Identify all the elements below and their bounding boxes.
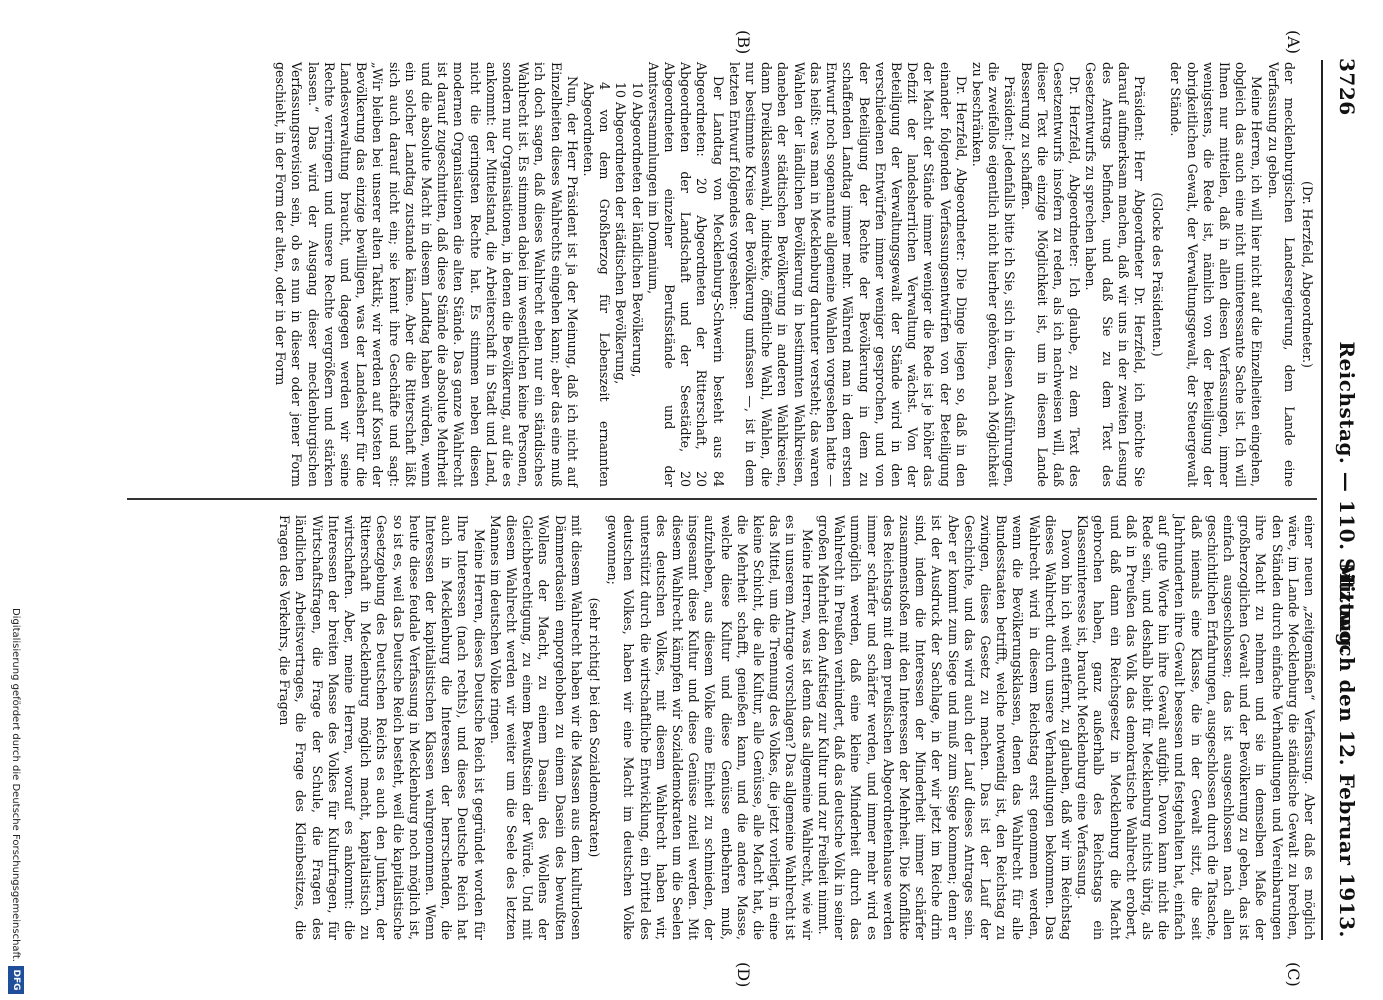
- left-column: [272, 62, 1317, 487]
- paragraph: Dr. Herzfeld, Abgeordneter: Die Dinge liegen so, daß in den einander folgenden Verfassungsentwürfen von der Beteiligung der Macht der Stände immer weniger die Rede ist je höher das Defizit der landesherrlichen Verwaltung wächst. Von der Beteiligung der Verwaltungsgewalt der Stände wird in den verschiedenen Entwürfen immer weniger gesprochen, und von der Beteiligung der Rechte der Bevölkerung in dem zu schaffenden Landtag immer mehr. Während man in dem ersten Entwurf noch sogenannte allgemeine Wahlen vorgesehen hatte — das heißt: was man in Mecklenburg darunter versteht; das waren Wahlen der ländlichen Bevölkerung in bestimmten Wahlkreisen, daneben der städtischen Bevölkerung in anderen Wahlkreisen, dann Dreiklassenwahl, indirekte, öffentliche Wahl, Wahlen, die nur bestimmte Kreise der Bevölkerung umfassen —, ist in dem letzten Entwurf folgendes vorgesehen:: [726, 62, 969, 487]
- paragraph: der mecklenburgischen Landesregierung, dem Lande eine Verfassung zu geben.: [1265, 62, 1297, 487]
- paragraph: Präsident: Herr Abgeordneter Dr. Herzfeld, ich möchte Sie darauf aufmerksam machen, daß wir uns in der zweiten Lesung des Antrags befinden, und daß Sie zu dem Text des Gesetzentwurfs zu sprechen haben.: [1083, 62, 1147, 487]
- paragraph: Meine Herren, dieses Deutsche Reich ist gegründet worden für Ihre Interessen (nach rechts), und dieses Deutsche Reich hat auch in Mecklenburg die Interessen der herrschenden, die Interessen der kapitalistischen Klassen wahrgenommen. Wenn heute diese feudale Verfassung in Mecklenburg noch möglich ist, so ist es, weil das Deutsche Reich besteht, weil die kapitalistische Gesetzgebung des Deutschen Reichs es auch den Junkern, der Ritterschaft in Mecklenburg möglich macht, kapitalistisch zu wirtschaften. Aber, meine Herren, worauf es ankommt: die Interessen der breiten Masse des Volkes für Kulturfragen, für Wirtschaftsfragen, die Frage der Schule, die Fragen des ländlichen Arbeitsvertrages, die Frage des Kleinbesitzes, die Fragen des Verkehrs, die Fragen: [277, 515, 487, 940]
- list-item: 10 Abgeordneten der städtischen Bevölkerung,: [613, 82, 629, 385]
- paragraph: Nun, der Herr Präsident ist ja der Meinung, daß ich nicht auf Einzelheiten dieses Wahlrechts eingehen kann; aber das eine muß ich doch sagen, daß dieses Wahlrecht eben nur ein ständisches Wahlrecht ist. Es stimmen dabei im wesentlichen keine Personen, sondern nur Organisationen, in denen die Bevölkerung, auf die es ankommt: der Mittelstand, die Arbeiterschaft in Stadt und Land, nicht die geringsten Rechte hat. Es stimmen neben diesen modernen Organisationen die alten Stände. Das ganze Wahlrecht ist darauf zugeschnitten, daß diese Stände die absolute Mehrheit und die absolute Macht in diesem Landtag haben würden, wenn ein solcher Landtag zustande käme. Aber die Ritterschaft läßt sich auch darauf nicht ein; sie kennt ihre Geschäfte und sagt: „Wir bleiben bei unserer alten Taktik; wir werden auf Kosten der Bevölkerung das einzige bewilligen, was der Landesherr für die Landesverwaltung braucht, und dagegen werden wir seine Rechte verringern und unsere Rechte vergrößern und stärken lassen.“ Das wird der Ausgang dieser mecklenburgischen Verfassungsrevision sein, ob es nun in dieser oder jener Form geschieht, in der Form der alten, oder in der Form: [273, 62, 580, 487]
- right-column: [276, 515, 1317, 940]
- list-item: 10 Abgeordneten der ländlichen Bevölkerung,: [629, 82, 645, 378]
- stage-direction: (sehr richtig! bei den Sozialdemokraten): [587, 597, 603, 858]
- funding-note: Digitalisierung gefördert durch die Deutsche Forschungsgemeinschaft.: [10, 607, 21, 962]
- session-title: Reichstag. — 110. Sitzung.: [1335, 341, 1359, 655]
- margin-marker-d: (D): [734, 962, 753, 988]
- header-rule: [1321, 60, 1323, 940]
- paragraph: Meine Herren, ich will hier nicht auf die Einzelheiten eingehen, obgleich das auch eine nicht uninteressante Sache ist. Ich will Ihnen nur mitteilen, daß in allen diesen Verfassungen, immer wenigstens, die Rede ist, nämlich von der Beteiligung der obrigkeitlichen Gewalt, der Verwaltungsgewalt, der Steuergewalt der Stände.: [1168, 62, 1265, 487]
- dfg-logo: DFG: [8, 966, 24, 994]
- margin-marker-b: (B): [734, 30, 753, 55]
- paragraph: Präsident: Jedenfalls bitte ich Sie, sich in diesen Ausführungen, die zweifellos eigentlich nicht hierher gehören, nach Möglichkeit zu beschränken.: [969, 62, 1018, 487]
- paragraph: Der Landtag von Mecklenburg-Schwerin besteht aus 84 Abgeordneten: 20 Abgeordneten der Ritterschaft, 20 Abgeordneten der Landschaft und der Seestädte, 20 Abgeordneten einzelner Berufsstände und der Amtsversammlungen im Domanium,: [645, 62, 726, 487]
- page-header: [1331, 58, 1361, 938]
- margin-marker-c: (C): [1284, 962, 1303, 987]
- paragraph: mit diesem Wahlrecht haben wir die Massen aus dem kulturlosen Dämmerdasein emporgehoben zu einem Dasein des bewußten Wollens der Macht, zu einem Dasein des Wollens der Gleichberechtigung, zu einem Bewußtsein der Würde. Und mit diesem Wahlrecht werden wir weiter um die Seele des letzten Mannes im deutschen Volke ringen.: [487, 515, 584, 940]
- stage-direction: (Glocke des Präsidenten.): [1150, 192, 1166, 357]
- paragraph: einer neuen „zeitgemäßen“ Verfassung. Aber daß es möglich wäre, im Lande Mecklenburg die ständische Gewalt zu brechen, den Ständen durch einfache Verhandlungen und Vereinbarungen ihre Macht zu nehmen und sie in demselben Maße der großherzoglichen Gewalt und der Bevölkerung zu geben, das ist einfach ausgeschlossen; das ist ausgeschlossen nach allen geschichtlichen Erfahrungen, ausgeschlossen durch die Tatsache, daß niemals eine Klasse, die in der Gewalt sitzt, die seit Jahrhunderten ihre Gewalt besessen und festgehalten hat, einfach auf gute Worte hin ihre Gewalt aufgibt. Davon kann nicht die Rede sein, und deshalb bleibt für Mecklenburg nichts übrig, als daß in Preußen das Volk das demokratische Wahlrecht erobert, und daß dann ein Reichsgesetz in Mecklenburg die Macht gebrochen haben, ganz außerhalb des Reichstags ein Klasseninteresse ist, braucht Mecklenburg eine Verfassung.: [1075, 515, 1317, 940]
- margin-marker-a: (A): [1284, 30, 1303, 55]
- digitization-footer: [5, 0, 25, 1000]
- page-number: 3726: [1335, 58, 1359, 116]
- session-date: Mittwoch den 12. Februar 1913.: [1335, 562, 1359, 938]
- paragraph: Dr. Herzfeld, Abgeordneter: Ich glaube, zu dem Text des Gesetzentwurfs insofern zu reden, als ich nachweisen will, daß dieser Text die einzige Möglichkeit ist, um in diesem Lande Besserung zu schaffen.: [1018, 62, 1083, 487]
- list-item: 4 von dem Großherzog für Lebenszeit ernannten Abgeordneten.: [581, 82, 613, 487]
- speaker-tag: (Dr. Herzfeld, Abgeordneter.): [1300, 181, 1315, 368]
- paragraph: Davon bin ich weit entfernt, zu glauben, daß wir im Reichstag dieses Wahlrecht durch unsere Verhandlungen bekommen. Das Wahlrecht wird in diesem Reichstag erst genommen werden, wenn die Bevölkerungsklassen, denen das Wahlrecht für alle Bundesstaaten betrifft, welche notwendig ist, den Reichstag zu zwingen, dieses Gesetz zu machen. Das ist der Lauf der Geschichte, und das wird auch der Lauf dieses Antrages sein. Aber er kommt zum Siege und muß zum Siege kommen; denn er ist der Ausdruck der Sachlage, in der wir jetzt im Reiche drin sind, indem die Interessen der Minderheit immer schärfer zusammenstoßen mit den Interessen der Mehrheit. Die Konflikte des Reichstags mit dem preußischen Abgeordnetenhause werden immer schärfer und schärfer werden, und immer mehr wird es unmöglich werden, daß eine kleine Minderheit durch das Wahlrecht in Preußen verhindert, daß das deutsche Volk in seiner großen Mehrheit den Aufstieg zur Kultur und zur Freiheit nimmt.: [815, 515, 1074, 940]
- column-divider: [127, 498, 1317, 500]
- paragraph: Meine Herren, was ist denn das allgemeine Wahlrecht, wie wir es in unserem Antrage vorschlagen? Das allgemeine Wahlrecht ist das Mittel, um die Trennung des Volkes, die jetzt vorliegt, in eine kleine Schicht, die alle Kultur, alle Genüsse, alle Macht hat, die die Mehrheit schafft, genießen kann, und die andere Masse, welche diese Kultur und diese Genüsse entbehren muß, aufzuheben, aus diesem Volke eine Einheit zu schmieden, der insgesamt diese Kultur und diese Genüsse zuteil werden. Mit diesem Wahlrecht kämpfen wir Sozialdemokraten um die Seelen des deutschen Volkes, mit diesem Wahlrecht haben wir, unterstützt durch die wirtschaftliche Entwicklung, ein Drittel des deutschen Volkes, haben wir eine Macht im deutschen Volke gewonnen;: [605, 515, 815, 940]
